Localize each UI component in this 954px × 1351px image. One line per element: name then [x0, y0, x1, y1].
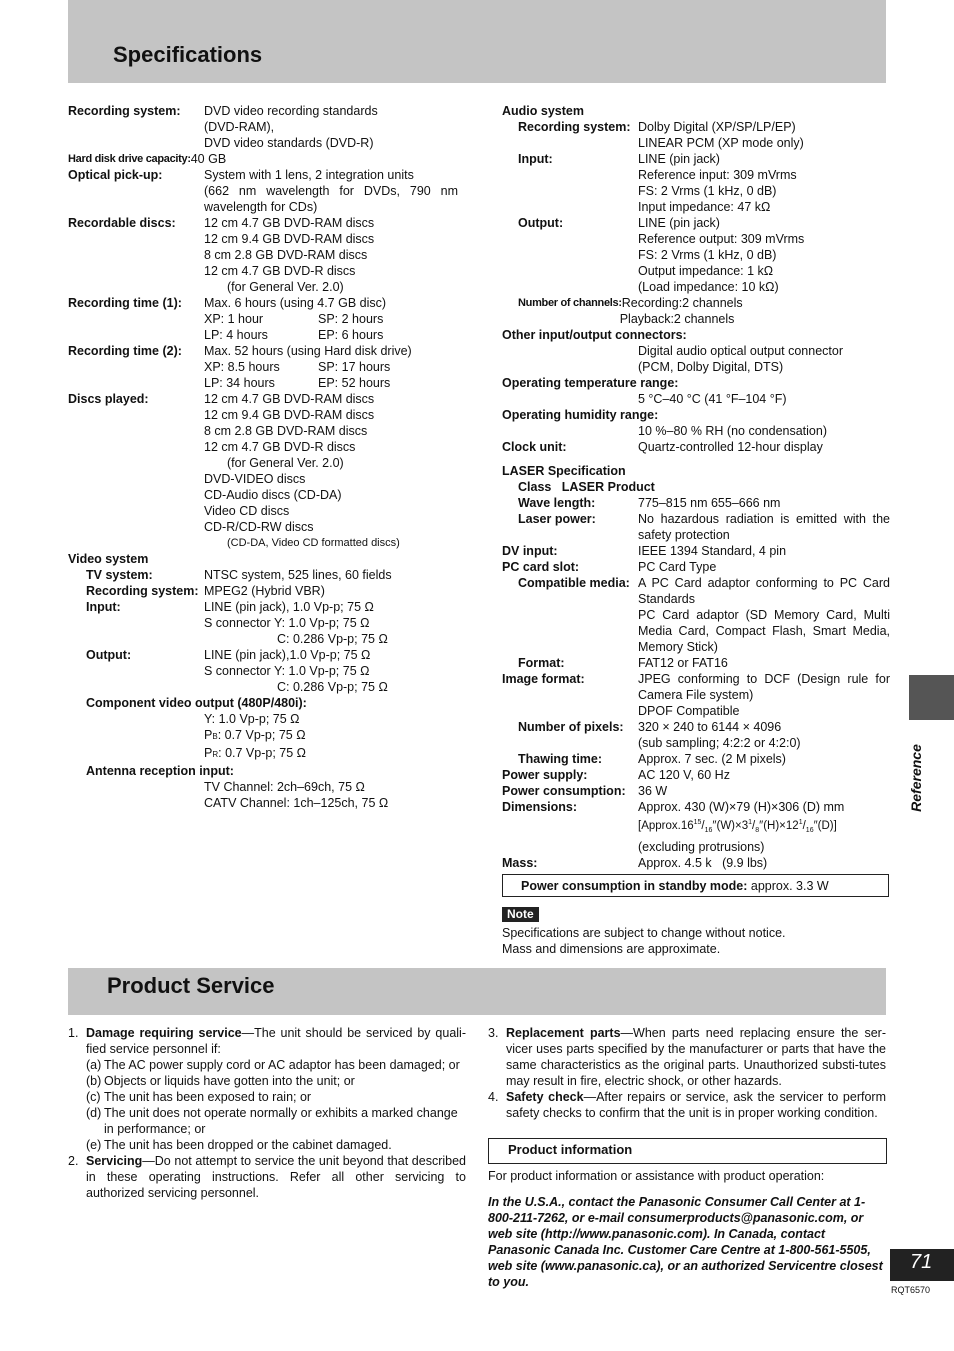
spec-label: Input: [518, 152, 553, 166]
service-item-heading: Replacement parts [506, 1026, 621, 1040]
spec-label: Image format: [502, 672, 585, 686]
spec-value: 775–815 nm 655–666 nm [638, 496, 781, 510]
spec-value: Max. 52 hours (using Hard disk drive) [204, 344, 412, 358]
spec-value: (sub sampling; 4:2:2 or 4:2:0) [638, 736, 801, 750]
spec-format [502, 655, 890, 671]
spec-value: XP: 1 hour [204, 312, 264, 326]
spec-value: FS: 2 Vrms (1 kHz, 0 dB) [638, 248, 777, 262]
spec-pixels [502, 719, 890, 751]
spec-audio-recording-system [502, 119, 890, 151]
spec-label: Recording time (1): [68, 296, 182, 310]
spec-discs-played [68, 391, 458, 551]
spec-hdd-capacity [68, 151, 458, 167]
product-information-contact: In the U.S.A., contact the Panasonic Consumer Call Center at 1-800-211-7262, or e-mail consumerproducts@panasonic.com, or web site (http://www.panasonic.com). In Canada, contact Panasonic Canada Inc. Customer Care Centre at 1-800-561-5505, web site (www.panasonic.ca), or an authorized Servicentre closest to you. [488, 1195, 883, 1289]
spec-note: (CD-DA, Video CD formatted discs) [227, 537, 400, 549]
spec-value: 40 GB [190, 152, 227, 166]
spec-value: Dolby Digital (XP/SP/LP/EP) [638, 120, 796, 134]
spec-value: EP: 52 hours [318, 376, 391, 390]
spec-wave-length [502, 495, 890, 511]
standby-label: Power consumption in standby mode: [521, 879, 748, 893]
spec-label: Number of pixels: [518, 720, 624, 734]
spec-value: S connector Y: 1.0 Vp-p; 75 Ω [204, 664, 370, 678]
specifications-banner [68, 0, 886, 83]
spec-value: DVD video recording standards [204, 104, 378, 118]
specifications-left-column [68, 103, 458, 811]
audio-system-heading: Audio system [502, 104, 584, 118]
section-tab-marker [909, 675, 954, 720]
spec-label: Hard disk drive capacity: [68, 153, 191, 165]
spec-value: safety protection [638, 528, 730, 542]
spec-label: TV system: [86, 568, 153, 582]
spec-value: SP: 2 hours [318, 312, 384, 326]
laser-heading: LASER Specification [502, 464, 626, 478]
spec-value: Camera File system) [638, 688, 754, 702]
service-subitem: (e) The unit has been dropped or the cabinet damaged. [86, 1138, 392, 1152]
spec-value: Approx. 7 sec. (2 M pixels) [638, 752, 786, 766]
service-item-text: —The unit should be serviced by quali-fied service personnel if: [86, 1026, 466, 1056]
spec-power-consumption [502, 783, 890, 799]
spec-label: Recordable discs: [68, 216, 176, 230]
spec-label: Recording system: [68, 104, 181, 118]
specifications-right-column [502, 103, 890, 871]
spec-label: Optical pick-up: [68, 168, 163, 182]
laser-class: Class LASER Product [518, 480, 655, 494]
spec-value: LP: 34 hours [204, 376, 275, 390]
spec-label: Number of channels: [518, 297, 622, 309]
spec-value: XP: 8.5 hours [204, 360, 280, 374]
spec-value: C: 0.286 Vp-p; 75 Ω [277, 680, 388, 694]
spec-value: Memory Stick) [638, 640, 718, 654]
spec-value: Reference input: 309 mVrms [638, 168, 797, 182]
spec-value: PC Card Type [638, 560, 717, 574]
spec-value: LINE (pin jack) [638, 216, 720, 230]
spec-value: NTSC system, 525 lines, 60 fields [204, 568, 392, 582]
spec-value: wavelength for CDs) [204, 200, 318, 214]
spec-value: No hazardous radiation is emitted with the [638, 512, 890, 526]
spec-laser-power [502, 511, 890, 543]
spec-note: (for General Ver. 2.0) [227, 456, 344, 470]
spec-label: Output: [86, 648, 132, 662]
spec-value: FS: 2 Vrms (1 kHz, 0 dB) [638, 184, 777, 198]
page-number: 71 [890, 1249, 954, 1281]
spec-dv-input [502, 543, 890, 559]
service-left-column [68, 1025, 466, 1201]
spec-value: PR: 0.7 Vp-p; 75 Ω [204, 746, 306, 760]
service-item-text: —When parts need replacing ensure the ser-vicer uses parts specified by the manufacturer or parts that have the same characteristics as the original parts. Unauthorized substi-tutes may result in fire, electric shock, or other hazards. [506, 1026, 886, 1088]
spec-label: Recording system: [86, 584, 199, 598]
spec-value: AC 120 V, 60 Hz [638, 768, 730, 782]
spec-value: 8 cm 2.8 GB DVD-RAM discs [204, 248, 368, 262]
spec-audio-output [502, 215, 890, 295]
product-service-title: Product Service [107, 973, 275, 998]
spec-label: Operating temperature range: [502, 376, 679, 390]
spec-value: (662 nm wavelength for DVDs, 790 nm [204, 184, 458, 198]
note-text [502, 925, 882, 957]
service-item-4: 4. Safety check—After repairs or service, ask the servicer to perform safety checks to confirm that the unit is in proper working condition. [488, 1090, 886, 1120]
spec-value: Approx. 430 (W)×79 (H)×306 (D) mm [638, 800, 845, 814]
spec-audio-input [502, 151, 890, 215]
spec-label: Recording system: [518, 120, 631, 134]
spec-compatible-media [502, 575, 890, 655]
spec-value: Approx. 4.5 k (9.9 lbs) [638, 856, 768, 871]
spec-label: Output: [518, 216, 564, 230]
spec-note: (for General Ver. 2.0) [227, 280, 344, 294]
spec-dimensions [502, 799, 890, 855]
spec-tv-system [68, 567, 458, 583]
spec-value: LINE (pin jack) [638, 152, 720, 166]
spec-label: Format: [518, 656, 565, 670]
video-system-heading: Video system [68, 552, 149, 566]
service-subitem: (d) The unit does not operate normally or exhibits a marked change in performance; or [86, 1106, 458, 1136]
spec-label: Input: [86, 600, 121, 614]
spec-value: JPEG conforming to DCF (Design rule for [638, 672, 890, 686]
spec-label: Wave length: [518, 496, 596, 510]
spec-label: Operating humidity range: [502, 408, 659, 422]
spec-value: Reference output: 309 mVrms [638, 232, 805, 246]
document-code: RQT6570 [891, 1285, 931, 1295]
service-item-text: —After repairs or service, ask the servicer to perform safety checks to confirm that the unit is in proper working condition. [506, 1090, 886, 1120]
spec-value: 10 %–80 % RH (no condensation) [638, 424, 828, 438]
service-subitem: (c) The unit has been exposed to rain; or [86, 1090, 312, 1104]
spec-value: Digital audio optical output connector [638, 344, 843, 358]
spec-value: DVD-VIDEO discs [204, 472, 306, 486]
spec-value: 12 cm 4.7 GB DVD-R discs [204, 440, 356, 454]
spec-value: (PCM, Dolby Digital, DTS) [638, 360, 784, 374]
reference-section-label: Reference [908, 744, 924, 812]
spec-value: Media Card, Compact Flash, Smart Media, [638, 624, 890, 638]
spec-value: 12 cm 4.7 GB DVD-RAM discs [204, 216, 375, 230]
spec-recording-time-2 [68, 343, 458, 391]
spec-label: Compatible media: [518, 576, 630, 590]
spec-label: Mass: [502, 856, 538, 871]
service-right-column [488, 1025, 886, 1121]
spec-value: 8 cm 2.8 GB DVD-RAM discs [204, 424, 368, 438]
spec-optical-pickup [68, 167, 458, 215]
spec-value: CATV Channel: 1ch–125ch, 75 Ω [204, 796, 389, 810]
spec-antenna-values [68, 779, 458, 811]
spec-value: DPOF Compatible [638, 704, 740, 718]
spec-label: Discs played: [68, 392, 149, 406]
note-tag: Note [502, 907, 539, 922]
spec-label: Dimensions: [502, 800, 578, 814]
product-service-banner [68, 968, 886, 1015]
spec-value: System with 1 lens, 2 integration units [204, 168, 414, 182]
spec-value: 12 cm 4.7 GB DVD-RAM discs [204, 392, 375, 406]
spec-audio-channels [502, 295, 890, 327]
spec-value: PB: 0.7 Vp-p; 75 Ω [204, 728, 306, 742]
service-item-3: 3. Replacement parts—When parts need replacing ensure the ser-vicer uses parts specified by the manufacturer or parts that have the same characteristics as the original parts. Unauthorized substi-tutes may result in fire, electric shock, or other hazards. [488, 1026, 886, 1088]
spec-value: 36 W [638, 784, 668, 798]
spec-value: C: 0.286 Vp-p; 75 Ω [277, 632, 388, 646]
spec-value: FAT12 or FAT16 [638, 656, 728, 670]
service-item-2: 2. Servicing—Do not attempt to service the unit beyond that described in these operating instructions. Refer all other servicing to authorized servicing personnel. [68, 1154, 466, 1200]
spec-value: CD-Audio discs (CD-DA) [204, 488, 342, 502]
spec-value: (Load impedance: 10 kΩ) [638, 280, 779, 294]
note-line: Mass and dimensions are approximate. [502, 942, 721, 956]
spec-label: Clock unit: [502, 440, 567, 454]
spec-value: Video CD discs [204, 504, 290, 518]
product-information-heading: Product information [488, 1138, 887, 1164]
spec-video-output [68, 647, 458, 695]
spec-label: Laser power: [518, 512, 596, 526]
spec-value: 12 cm 4.7 GB DVD-R discs [204, 264, 356, 278]
spec-component-values [68, 711, 458, 763]
spec-value: Y: 1.0 Vp-p; 75 Ω [204, 712, 300, 726]
spec-video-recording-system [68, 583, 458, 599]
standby-value: approx. 3.3 W [747, 879, 829, 893]
spec-label: Power supply: [502, 768, 588, 782]
spec-thawing [502, 751, 890, 767]
spec-value: 5 °C–40 °C (41 °F–104 °F) [638, 392, 787, 406]
spec-recordable-discs [68, 215, 458, 295]
spec-value: LP: 4 hours [204, 328, 268, 342]
spec-image-format [502, 671, 890, 719]
spec-label: Thawing time: [518, 752, 603, 766]
spec-value: LINE (pin jack),1.0 Vp-p; 75 Ω [204, 648, 371, 662]
spec-value: Standards [638, 592, 695, 606]
spec-value: Output impedance: 1 kΩ [638, 264, 774, 278]
spec-value: MPEG2 (Hybrid VBR) [204, 584, 325, 598]
spec-value: LINE (pin jack), 1.0 Vp-p; 75 Ω [204, 600, 374, 614]
spec-value: 12 cm 9.4 GB DVD-RAM discs [204, 232, 375, 246]
spec-value: Input impedance: 47 kΩ [638, 200, 771, 214]
service-item-heading: Safety check [506, 1090, 584, 1104]
spec-label: Other input/output connectors: [502, 328, 687, 342]
spec-value: 12 cm 9.4 GB DVD-RAM discs [204, 408, 375, 422]
spec-value: A PC Card adaptor conforming to PC Card [638, 576, 890, 590]
service-item-heading: Damage requiring service [86, 1026, 242, 1040]
spec-label: Recording time (2): [68, 344, 182, 358]
spec-power-supply [502, 767, 890, 783]
service-item-text: —Do not attempt to service the unit beyond that described in these operating instructions. Refer all other servicing to authorized servicing personnel. [86, 1154, 466, 1200]
spec-value: Playback:2 channels [619, 312, 735, 326]
spec-value: TV Channel: 2ch–69ch, 75 Ω [204, 780, 365, 794]
spec-value: Quartz-controlled 12-hour display [638, 440, 823, 454]
spec-pc-card [502, 559, 890, 575]
service-subitem: (a) The AC power supply cord or AC adaptor has been damaged; or [86, 1058, 460, 1072]
spec-recording-system [68, 103, 458, 151]
spec-clock [502, 439, 890, 455]
service-subitem: (b) Objects or liquids have gotten into the unit; or [86, 1074, 355, 1088]
spec-value: 320 × 240 to 6144 × 4096 [638, 720, 782, 734]
spec-value: S connector Y: 1.0 Vp-p; 75 Ω [204, 616, 370, 630]
spec-component-label: Component video output (480P/480i): [86, 696, 307, 710]
specifications-title: Specifications [113, 42, 263, 67]
spec-value: CD-R/CD-RW discs [204, 520, 314, 534]
spec-value: Recording:2 channels [621, 296, 743, 310]
spec-value: LINEAR PCM (XP mode only) [638, 136, 804, 150]
spec-mass [502, 855, 890, 871]
service-item-heading: Servicing [86, 1154, 143, 1168]
spec-value: (DVD-RAM), [204, 120, 275, 134]
spec-value: (excluding protrusions) [638, 840, 765, 855]
spec-value: IEEE 1394 Standard, 4 pin [638, 544, 787, 558]
service-item-1: 1. Damage requiring service—The unit should be serviced by quali-fied service personnel if: [68, 1026, 466, 1056]
spec-label: Power consumption: [502, 784, 626, 798]
spec-label: DV input: [502, 544, 558, 558]
note-line: Specifications are subject to change without notice. [502, 926, 786, 940]
spec-label: PC card slot: [502, 560, 580, 574]
spec-value: SP: 17 hours [318, 360, 391, 374]
standby-power-box [502, 874, 889, 897]
spec-recording-time-1 [68, 295, 458, 343]
spec-antenna-label: Antenna reception input: [86, 764, 234, 778]
spec-value: DVD video standards (DVD-R) [204, 136, 374, 150]
spec-value: EP: 6 hours [318, 328, 384, 342]
spec-value: PC Card adaptor (SD Memory Card, Multi [638, 608, 890, 622]
product-information-text: For product information or assistance with product operation: [488, 1169, 825, 1183]
spec-value: $[Approx.16^{15}/_{16}''(W)\times 3^1/_8''(H)\times 12^1/_{16}''(D)]$ [638, 819, 837, 835]
spec-value: Max. 6 hours (using 4.7 GB disc) [204, 296, 387, 310]
spec-video-input [68, 599, 458, 647]
